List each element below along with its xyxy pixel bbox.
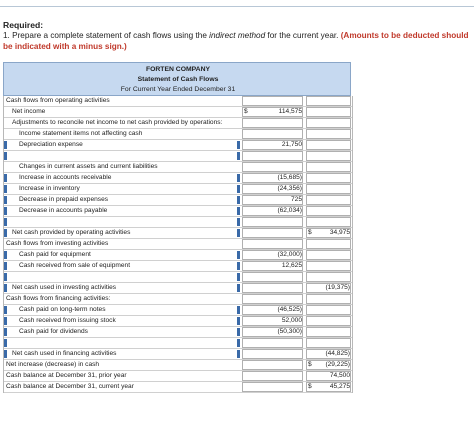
row-label[interactable]: Cash paid on long-term notes <box>19 306 106 313</box>
row-label: Changes in current assets and current liabilities <box>19 163 158 170</box>
row-marker <box>237 284 240 292</box>
table-row <box>4 294 352 305</box>
row-label[interactable]: Decrease in prepaid expenses <box>19 196 109 203</box>
dollar-sign: $ <box>308 361 312 368</box>
row-marker <box>4 207 7 215</box>
amount-value[interactable]: 12,625 <box>281 262 302 269</box>
row-label[interactable]: Cash received from sale of equipment <box>19 262 131 269</box>
total-cell[interactable] <box>306 184 351 194</box>
table-row <box>4 349 352 360</box>
amount-cell <box>242 294 303 304</box>
row-marker <box>4 273 7 281</box>
amount-cell[interactable] <box>242 272 303 282</box>
row-marker <box>237 229 240 237</box>
table-row <box>4 96 352 107</box>
table-row <box>4 195 352 206</box>
statement-title: Statement of Cash Flows <box>137 76 219 83</box>
row-marker <box>4 229 7 237</box>
dollar-sign: $ <box>308 383 312 390</box>
row-marker <box>237 273 240 281</box>
amount-value[interactable]: (50,300) <box>277 328 302 335</box>
statement-header <box>3 62 351 96</box>
dollar-sign: $ <box>308 229 312 236</box>
table-row <box>4 162 352 173</box>
row-label: Income statement items not affecting cash <box>19 130 143 137</box>
total-cell[interactable] <box>306 305 351 315</box>
table-row <box>4 305 352 316</box>
row-label: Cash flows from operating activities <box>6 97 110 104</box>
row-marker <box>237 328 240 336</box>
row-label: Cash flows from investing activities <box>6 240 109 247</box>
total-value[interactable]: 45,275 <box>329 383 350 390</box>
table-row <box>4 250 352 261</box>
row-marker <box>237 218 240 226</box>
row-marker <box>237 141 240 149</box>
row-marker <box>4 218 7 226</box>
amount-cell[interactable] <box>242 283 303 293</box>
table-row <box>4 217 352 228</box>
table-row <box>4 316 352 327</box>
row-label[interactable]: Cash paid for dividends <box>19 328 88 335</box>
total-cell <box>306 118 351 128</box>
row-label[interactable]: Net cash provided by operating activities <box>12 229 131 236</box>
row-marker <box>4 196 7 204</box>
row-marker <box>237 317 240 325</box>
row-marker <box>237 152 240 160</box>
instruction-italic: indirect method <box>209 31 266 40</box>
total-cell <box>306 162 351 172</box>
total-cell[interactable] <box>306 272 351 282</box>
amount-cell <box>242 129 303 139</box>
table-row <box>4 206 352 217</box>
row-label: Net income <box>12 108 46 115</box>
amount-value[interactable]: (62,034) <box>277 207 302 214</box>
amount-cell[interactable] <box>242 228 303 238</box>
row-label: Cash balance at December 31, prior year <box>6 372 127 379</box>
amount-value[interactable]: 114,575 <box>278 108 302 115</box>
row-label[interactable]: Increase in accounts receivable <box>19 174 112 181</box>
row-marker <box>4 152 7 160</box>
row-marker <box>237 350 240 358</box>
total-cell[interactable] <box>306 217 351 227</box>
row-label: Cash balance at December 31, current year <box>6 383 134 390</box>
row-label[interactable]: Cash paid for equipment <box>19 251 91 258</box>
instruction-prefix: 1. Prepare a complete statement of cash flows using the <box>3 31 210 40</box>
amount-value[interactable]: (24,356) <box>277 185 302 192</box>
row-label[interactable]: Decrease in accounts payable <box>19 207 108 214</box>
table-row <box>4 283 352 294</box>
row-marker <box>4 141 7 149</box>
total-cell <box>306 96 351 106</box>
dollar-sign: $ <box>244 108 248 115</box>
table-row <box>4 239 352 250</box>
total-cell <box>306 239 351 249</box>
row-label[interactable]: Net cash used in financing activities <box>12 350 117 357</box>
row-label: Net increase (decrease) in cash <box>6 361 100 368</box>
row-marker <box>4 339 7 347</box>
instruction-text <box>3 30 471 52</box>
table-row <box>4 173 352 184</box>
row-marker <box>4 185 7 193</box>
total-value[interactable]: 34,975 <box>329 229 350 236</box>
amount-cell <box>242 382 303 392</box>
total-cell[interactable] <box>306 250 351 260</box>
amount-cell <box>242 239 303 249</box>
instruction-bold: (Amounts to be deducted should be indicated with a minus sign.) <box>3 31 469 51</box>
table-row <box>4 107 352 118</box>
total-value[interactable]: (19,375) <box>325 284 350 291</box>
instruction-middle: for the current year. <box>265 31 341 40</box>
row-label: Cash flows from financing activities: <box>6 295 111 302</box>
row-label: Adjustments to reconcile net income to net cash provided by operations: <box>12 119 223 126</box>
amount-cell <box>242 162 303 172</box>
row-marker <box>4 350 7 358</box>
row-label[interactable]: Increase in inventory <box>19 185 80 192</box>
row-marker <box>237 306 240 314</box>
amount-cell[interactable] <box>242 151 303 161</box>
row-label[interactable]: Net cash used in investing activities <box>12 284 117 291</box>
total-cell[interactable] <box>306 151 351 161</box>
total-value[interactable]: (44,825) <box>325 350 350 357</box>
amount-value[interactable]: 52,000 <box>281 317 302 324</box>
row-marker <box>237 174 240 182</box>
row-marker <box>4 174 7 182</box>
total-cell <box>306 129 351 139</box>
row-marker <box>4 262 7 270</box>
required-heading: Required: <box>3 20 44 30</box>
table-row <box>4 140 352 151</box>
row-marker <box>4 284 7 292</box>
amount-cell <box>242 360 303 370</box>
row-label[interactable]: Cash received from issuing stock <box>19 317 116 324</box>
amount-cell[interactable] <box>242 349 303 359</box>
row-marker <box>237 196 240 204</box>
total-cell <box>306 107 351 117</box>
row-marker <box>237 339 240 347</box>
amount-cell <box>242 118 303 128</box>
company-name: FORTEN COMPANY <box>145 66 211 73</box>
table-row <box>4 228 352 239</box>
table-row <box>4 338 352 349</box>
total-cell[interactable] <box>306 206 351 216</box>
amount-cell <box>242 371 303 381</box>
row-marker <box>237 207 240 215</box>
amount-value[interactable]: (15,685) <box>277 174 302 181</box>
table-row <box>4 272 352 283</box>
amount-value[interactable]: 21,750 <box>281 141 302 148</box>
total-value[interactable]: (29,225) <box>325 361 350 368</box>
amount-cell <box>242 96 303 106</box>
table-row <box>4 371 352 382</box>
table-row <box>4 129 352 140</box>
total-cell[interactable] <box>306 316 351 326</box>
top-divider <box>0 6 474 7</box>
table-row <box>4 327 352 338</box>
amount-cell[interactable] <box>242 217 303 227</box>
row-label[interactable]: Depreciation expense <box>19 141 83 148</box>
table-row <box>4 184 352 195</box>
table-row <box>4 382 352 393</box>
table-row <box>4 151 352 162</box>
row-marker <box>237 262 240 270</box>
total-cell[interactable] <box>306 140 351 150</box>
total-cell <box>306 294 351 304</box>
cash-flow-table <box>3 96 353 393</box>
table-row <box>4 261 352 272</box>
row-marker <box>4 328 7 336</box>
table-row <box>4 118 352 129</box>
amount-value[interactable]: (46,525) <box>277 306 302 313</box>
row-marker <box>4 317 7 325</box>
total-cell[interactable] <box>306 327 351 337</box>
row-marker <box>237 251 240 259</box>
row-marker <box>237 185 240 193</box>
total-cell[interactable] <box>306 261 351 271</box>
total-value[interactable]: 74,500 <box>329 372 350 379</box>
total-cell[interactable] <box>306 173 351 183</box>
statement-period: For Current Year Ended December 31 <box>120 86 236 93</box>
total-cell[interactable] <box>306 338 351 348</box>
amount-value[interactable]: (32,000) <box>277 251 302 258</box>
table-row <box>4 360 352 371</box>
amount-value[interactable]: 725 <box>290 196 302 203</box>
row-marker <box>4 306 7 314</box>
total-cell[interactable] <box>306 195 351 205</box>
amount-cell[interactable] <box>242 338 303 348</box>
row-marker <box>4 251 7 259</box>
